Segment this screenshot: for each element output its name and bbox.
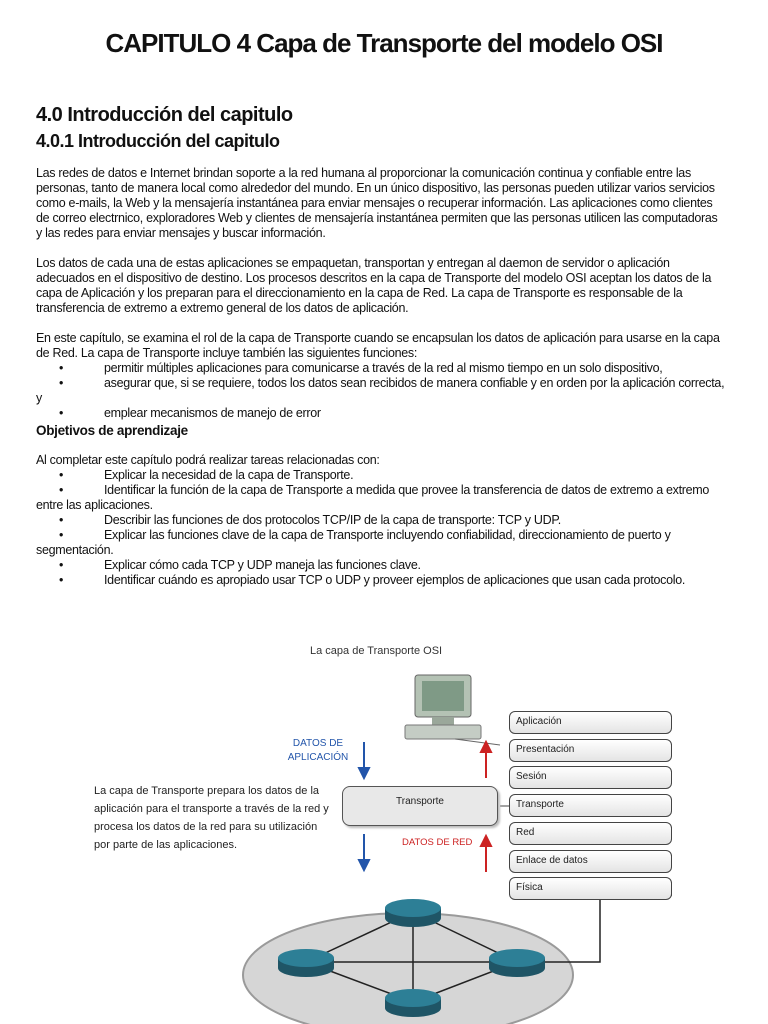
osi-layer-aplicacion: Aplicación <box>509 711 672 734</box>
osi-layer-sesion: Sesión <box>509 766 672 789</box>
datos-aplicacion-label: DATOS DE APLICACIÓN <box>287 738 349 763</box>
objectives-heading: Objetivos de aprendizaje <box>36 423 188 438</box>
bullet: • <box>59 361 64 375</box>
paragraph-process: Los datos de cada una de estas aplicaciones se empaquetan, transportan y entregan al daemon de servidor o aplicación adecuados en el dispositivo de destino. Los procesos descritos en la capa de Transporte del modelo OSI aceptan los datos de la capa de Aplicación y los preparan para el direccionamiento en la capa de Red. La capa de Transporte es responsable de la transferencia de extremo a extremo general de los datos de aplicación. <box>36 256 712 315</box>
transport-box: Transporte <box>342 786 498 826</box>
list-item: • asegurar que, si se requiere, todos los datos sean recibidos de manera confiable y en orden por la aplicación correcta, y <box>36 376 725 405</box>
section-heading: 4.0 Introducción del capitulo <box>36 104 293 126</box>
osi-layer-enlace: Enlace de datos <box>509 850 672 873</box>
list-item: • emplear mecanismos de manejo de error <box>36 406 726 421</box>
list-item: • Identificar la función de la capa de Transporte a medida que provee la transferencia de datos de extremo a extremo entre las aplicaciones. <box>36 483 710 512</box>
objectives-intro: Al completar este capítulo podrá realizar tareas relacionadas con: <box>36 453 380 467</box>
list-item: • Explicar las funciones clave de la capa de Transporte incluyendo confiabilidad, direccionamiento de puerto y segmentación. <box>36 528 671 557</box>
diagram-description: La capa de Transporte prepara los datos de la aplicación para el transporte a través de la red y procesa los datos de la red para su utilización por parte de las aplicaciones. <box>94 785 329 851</box>
list-item: • Explicar la necesidad de la capa de Transporte. <box>36 468 726 483</box>
bullet: • <box>59 573 64 587</box>
down-arrow-icon <box>359 834 369 870</box>
datos-red-label: DATOS DE RED <box>402 837 473 848</box>
bullet: • <box>59 528 64 542</box>
router-icon <box>385 989 441 1017</box>
network-link <box>545 895 672 962</box>
computer-icon <box>405 675 500 745</box>
osi-layer-fisica: Física <box>509 877 672 900</box>
bullet: • <box>59 406 64 420</box>
down-arrow-icon <box>359 742 369 778</box>
up-arrow-icon <box>481 742 491 778</box>
paragraph-intro: Las redes de datos e Internet brindan soporte a la red humana al proporcionar la comunicación continua y confiable entre las personas, tanto de manera local como alrededor del mundo. En un único dispositivo, las personas pueden utilizar varios servicios como e-mails, la Web y la mensajería instantánea para enviar mensajes o recuperar información. Las aplicaciones como clientes de correo electrnico, exploradores Web y clientes de mensajería instantánea permiten que las personas utilicen las computadoras y las redes para enviar mensajes y buscar información. <box>36 166 718 240</box>
list-item: • Explicar cómo cada TCP y UDP maneja las funciones clave. <box>36 558 726 573</box>
bullet: • <box>59 376 64 390</box>
list-item: • Identificar cuándo es apropiado usar TCP o UDP y proveer ejemplos de aplicaciones que usan cada protocolo. <box>36 573 726 588</box>
diagram-title: La capa de Transporte OSI <box>310 645 443 657</box>
router-icon <box>278 949 334 977</box>
bullet: • <box>59 513 64 527</box>
osi-layer-presentacion: Presentación <box>509 739 672 762</box>
paragraph-functions-intro: En este capítulo, se examina el rol de la capa de Transporte cuando se encapsulan los datos de aplicación para usarse en la capa de Red. La capa de Transporte incluye también las siguientes funciones: <box>36 331 720 360</box>
bullet: • <box>59 558 64 572</box>
page-title: CAPITULO 4 Capa de Transporte del modelo OSI <box>105 28 663 58</box>
router-icon <box>489 949 545 977</box>
bullet: • <box>59 483 64 497</box>
list-item: • Describir las funciones de dos protocolos TCP/IP de la capa de transporte: TCP y UDP. <box>36 513 726 528</box>
osi-layer-transporte: Transporte <box>509 794 672 817</box>
subsection-heading: 4.0.1 Introducción del capitulo <box>36 131 280 151</box>
router-icon <box>385 899 441 927</box>
up-arrow-icon <box>481 836 491 872</box>
bullet: • <box>59 468 64 482</box>
list-item: • permitir múltiples aplicaciones para comunicarse a través de la red al mismo tiempo en un solo dispositivo, <box>36 361 726 376</box>
osi-layer-red: Red <box>509 822 672 845</box>
